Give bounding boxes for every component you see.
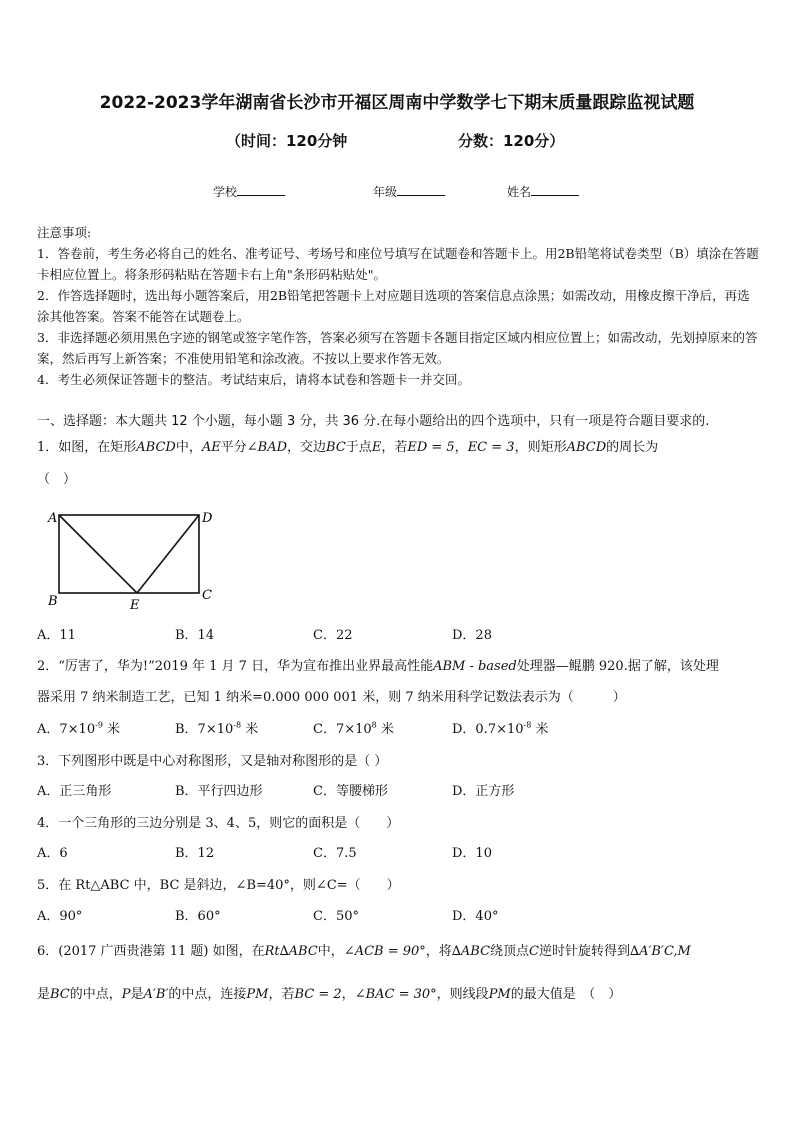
grade-blank (397, 183, 445, 196)
q2-option-base: D．0.7×10 (452, 722, 524, 737)
note-item: 1．答卷前，考生务必将自己的姓名、准考证号、考场号和座位号填写在试题卷和答题卡上。用2B铅笔将试卷类型（B）填涂在答题卡相应位置上。将条形码粘贴在答题卡右上角"条形码粘贴处"。 (37, 246, 759, 282)
q1-math: AE (201, 440, 221, 455)
q2-option-base: B．7×10 (175, 722, 234, 737)
q2-option-unit: 米 (531, 722, 549, 737)
q6-text: 逆时针旋转得到 (539, 944, 631, 959)
question-2-line-1 (37, 655, 719, 674)
q1-math: BC (326, 440, 346, 455)
q6-math: Rt∆ABC (264, 944, 318, 959)
q6-math: ∠ACB = 90° (343, 944, 426, 959)
q2-option-unit: 米 (102, 722, 121, 737)
q2-option-exp: -9 (95, 720, 103, 730)
note-item: 4．考生必须保证答题卡的整洁。考试结束后，请将本试卷和答题卡一并交回。 (37, 372, 470, 387)
q1-math: ABCD (136, 440, 176, 455)
q3-option-c: C．等腰梯形 (313, 784, 388, 799)
q6-text: 的中点， (69, 987, 122, 1002)
q2-option-a (37, 718, 120, 737)
q1-math: ED = 5 (407, 440, 455, 455)
grade-label: 年级 (373, 185, 398, 199)
name-blank (531, 183, 579, 196)
q5-option-a: A．90° (37, 909, 83, 924)
exam-time: （时间：120分钟 (226, 132, 348, 150)
school-blank (237, 183, 285, 196)
q5-option-c: C．50° (313, 909, 359, 924)
q6-text: ，将 (425, 944, 452, 959)
q6-math: P (121, 987, 131, 1002)
q2-option-b (175, 718, 258, 737)
exam-score: 分数：120分） (458, 132, 565, 150)
q6-text: 的最大值是 （ ） (510, 987, 622, 1002)
segment-ae (59, 515, 137, 593)
q5-option-b: B．60° (175, 909, 221, 924)
q1-text: ， (454, 440, 468, 455)
q1-math: ∠BAD (246, 440, 288, 455)
q6-text: 6．(2017 广西贵港第 11 题) 如图，在 (37, 944, 265, 959)
q2-option-exp: -8 (233, 720, 242, 730)
q2-math: ABM - based (433, 659, 517, 674)
q2-text: 2．“厉害了，华为!”2019 年 1 月 7 日，华为宣布推出业界最高性能 (37, 659, 434, 674)
school-label: 学校 (213, 185, 238, 199)
school-field (213, 183, 285, 200)
q1-text: ，则矩形 (514, 440, 567, 455)
q1-text: 平分 (220, 440, 247, 455)
q2-option-exp: 8 (371, 720, 377, 730)
q4-option-c: C．7.5 (313, 846, 357, 861)
question-6-line-2 (37, 983, 621, 1002)
q6-math: PM (246, 987, 269, 1002)
q6-math: BC = 2 (294, 987, 342, 1002)
q3-option-a: A．正三角形 (37, 784, 112, 799)
q6-math: ∠BAC = 30° (354, 987, 437, 1002)
q5-option-d: D．40° (452, 909, 499, 924)
q2-option-d (452, 718, 548, 737)
q1-math: E (371, 440, 382, 455)
q1-text: 1．如图，在矩形 (37, 440, 137, 455)
label-d: D (202, 511, 213, 526)
question-3: 3．下列图形中既是中心对称图形，又是轴对称图形的是（ ） (37, 754, 388, 769)
notes-heading: 注意事项: (37, 225, 92, 240)
label-c: C (202, 588, 212, 603)
grade-field (373, 183, 445, 200)
q6-math: PM (488, 987, 511, 1002)
q6-math: ∆ABC (451, 944, 491, 959)
q4-option-d: D．10 (452, 846, 492, 861)
q1-math: ABCD (566, 440, 607, 455)
q1-math: EC = 3 (467, 440, 515, 455)
page-title: 2022-2023学年湖南省长沙市开福区周南中学数学七下期末质量跟踪监视试题 (99, 93, 695, 113)
name-label: 姓名 (507, 185, 532, 199)
q6-text: 是 (37, 987, 51, 1002)
q2-option-base: A．7×10 (37, 722, 96, 737)
question-6-line-1 (37, 940, 691, 959)
label-e: E (130, 598, 140, 613)
note-item: 2．作答选择题时，选出每小题答案后，用2B铅笔把答题卡上对应题目选项的答案信息点涂黑；如需改动，用橡皮擦干净后，再选涂其他答案。答案不能答在试题卷上。 (37, 288, 750, 324)
q1-option-b: B．14 (175, 628, 215, 643)
q4-option-a: A．6 (37, 846, 68, 861)
question-5: 5．在 Rt△ABC 中，BC 是斜边，∠B=40°，则∠C=（ ） (37, 878, 400, 893)
q1-text: 的周长为 (606, 440, 659, 455)
q6-text: ，则线段 (436, 987, 489, 1002)
note-item: 3．非选择题必须用黑色字迹的钢笔或签字笔作答，答案必须写在答题卡各题目指定区域内相应位置上；如需改动，先划掉原来的答案，然后再写上新答案；不准使用铅笔和涂改液。不按以上要求作答无效。 (37, 330, 758, 366)
q6-text: ， (341, 987, 355, 1002)
rectangle-abcd (59, 515, 199, 593)
label-b: B (48, 594, 58, 609)
question-2-line-2: 器采用 7 纳米制造工艺，已知 1 纳米=0.000 000 001 米，则 7 纳米用科学记数法表示为（ ） (37, 690, 626, 705)
q6-text: 中， (317, 944, 344, 959)
q2-text: 处理器—鲲鹏 920.据了解，该处理 (516, 659, 719, 674)
q2-option-c (313, 718, 394, 737)
q3-option-d: D．正方形 (452, 784, 515, 799)
rectangle-figure (44, 505, 234, 615)
q6-text: 是 (130, 987, 144, 1002)
q6-math: A′B′ (143, 987, 169, 1002)
q3-option-b: B．平行四边形 (175, 784, 263, 799)
q1-text: 中， (175, 440, 202, 455)
q1-text: ，交边 (287, 440, 327, 455)
q6-math: ∆A′B′C,M (630, 944, 691, 959)
q2-option-unit: 米 (241, 722, 259, 737)
q6-text: ，若 (268, 987, 295, 1002)
label-a: A (48, 511, 58, 526)
notes-block (37, 222, 759, 390)
q6-math: C (529, 944, 539, 959)
q6-math: BC (50, 987, 70, 1002)
q2-option-base: C．7×10 (313, 722, 372, 737)
q2-option-unit: 米 (376, 722, 394, 737)
name-field (507, 183, 579, 200)
segment-de (137, 515, 199, 593)
section-heading: 一、选择题：本大题共 12 个小题，每小题 3 分，共 36 分.在每小题给出的四个选项中，只有一项是符合题目要求的. (37, 414, 710, 429)
q2-option-exp: -8 (523, 720, 532, 730)
question-4: 4．一个三角形的三边分别是 3、4、5，则它的面积是（ ） (37, 816, 400, 831)
q1-option-a: A．11 (37, 628, 76, 643)
q1-text: ，若 (381, 440, 408, 455)
q6-text: 绕顶点 (490, 944, 530, 959)
q4-option-b: B．12 (175, 846, 215, 861)
q1-option-d: D．28 (452, 628, 492, 643)
q6-text: 的中点，连接 (168, 987, 247, 1002)
question-1 (37, 436, 658, 455)
q1-bracket: （ ） (37, 472, 77, 487)
q1-option-c: C．22 (313, 628, 353, 643)
q1-text: 于点 (345, 440, 372, 455)
